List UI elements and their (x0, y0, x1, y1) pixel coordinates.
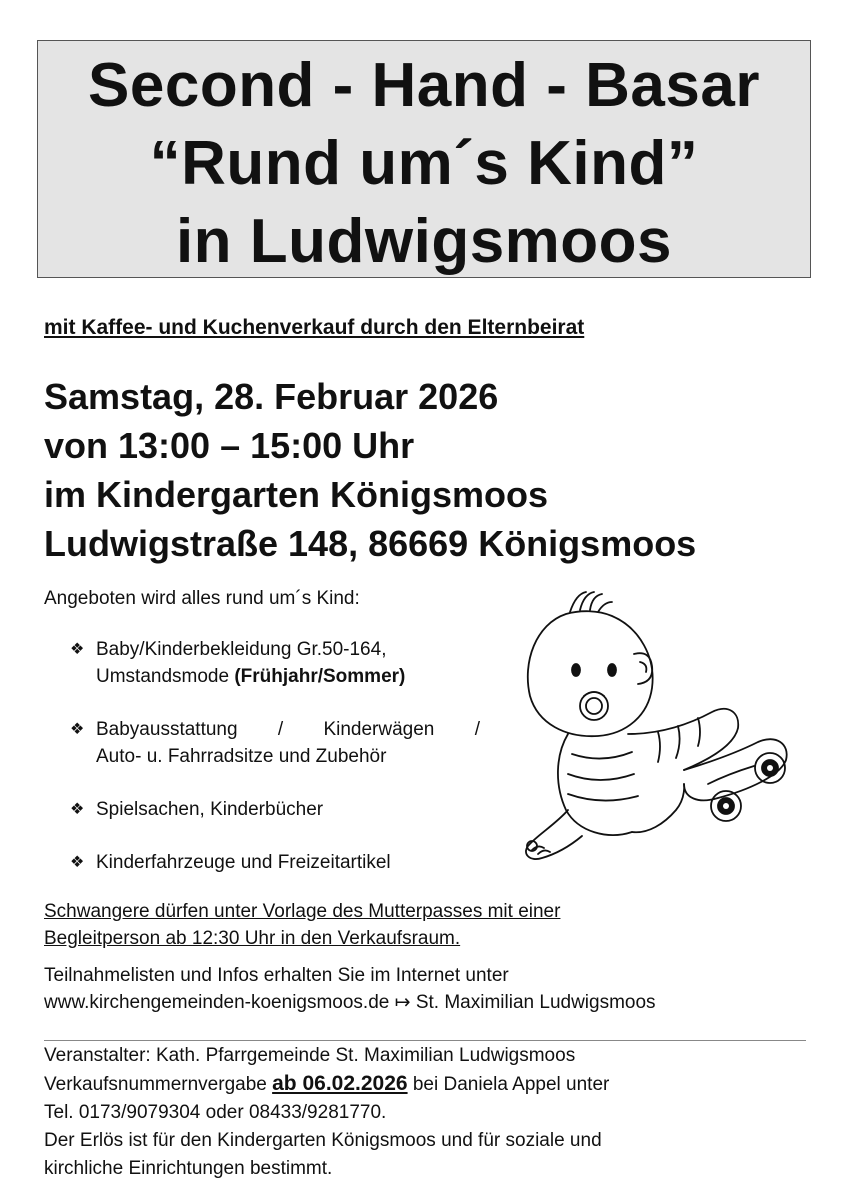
bullet-icon: ❖ (70, 721, 85, 738)
bullet-icon: ❖ (70, 801, 85, 818)
footer-phone: Tel. 0173/9079304 oder 08433/9281770. (44, 1102, 387, 1123)
pregnant-note (44, 898, 560, 952)
info-url-link[interactable]: www.kirchengemeinden-koenigsmoos.de (44, 992, 390, 1013)
info-target: St. Maximilian Ludwigsmoos (415, 992, 656, 1013)
offer-equipment-word-4: / (474, 719, 480, 740)
info-block (44, 962, 656, 1016)
footer-numbers-date: ab 06.02.2026 (272, 1072, 408, 1095)
bullet-icon: ❖ (70, 641, 85, 658)
offer-equipment-word-1: Babyausstattung (96, 719, 238, 740)
title-box (37, 40, 811, 278)
offer-clothing-season: (Frühjahr/Sommer) (234, 666, 406, 687)
offer-item-vehicles (70, 849, 480, 876)
maps-to-arrow-icon: ↦ (394, 992, 411, 1013)
footer-numbers-suffix: bei Daniela Appel unter (407, 1074, 610, 1095)
offer-clothing-line1: Baby/Kinderbekleidung Gr.50-164, (96, 639, 387, 660)
offer-equipment-line1 (96, 716, 480, 743)
offer-clothing-prefix: Umstandsmode (96, 666, 235, 687)
event-date: Samstag, 28. Februar 2026 (44, 376, 499, 417)
title-line-1: Second - Hand - Basar (88, 51, 760, 120)
footer-block (44, 1042, 609, 1183)
offer-item-equipment (70, 716, 480, 770)
offer-vehicles-text: Kinderfahrzeuge und Freizeitartikel (96, 852, 391, 873)
offers-intro: Angeboten wird alles rund um´s Kind: (44, 588, 360, 609)
offer-item-clothing (70, 636, 480, 690)
title-line-3: in Ludwigsmoos (175, 207, 673, 276)
info-line2 (44, 989, 656, 1016)
footer-numbers-prefix: Verkaufsnummernvergabe (44, 1074, 273, 1095)
crawling-baby-illustration (508, 584, 808, 874)
footer-proceeds-line2: kirchliche Einrichtungen bestimmt. (44, 1158, 333, 1179)
offer-toys-text: Spielsachen, Kinderbücher (96, 799, 324, 820)
info-line1: Teilnahmelisten und Infos erhalten Sie im Internet unter (44, 965, 509, 986)
title-line-2: “Rund um´s Kind” (149, 129, 699, 198)
pregnant-note-line1: Schwangere dürfen unter Vorlage des Mutterpasses mit einer (44, 901, 561, 922)
pregnant-note-line2: Begleitperson ab 12:30 Uhr in den Verkaufsraum. (44, 928, 461, 949)
offer-equipment-word-3: Kinderwägen (323, 719, 435, 740)
footer-organizer: Veranstalter: Kath. Pfarrgemeinde St. Maximilian Ludwigsmoos (44, 1045, 576, 1066)
bullet-icon: ❖ (70, 854, 85, 871)
offer-item-toys (70, 796, 480, 823)
footer-divider (44, 1040, 806, 1041)
footer-numbers (44, 1070, 609, 1099)
offer-equipment-word-2: / (277, 719, 284, 740)
offer-clothing-line2 (96, 663, 480, 690)
event-venue: im Kindergarten Königsmoos (44, 474, 549, 515)
cafe-subline: mit Kaffee- und Kuchenverkauf durch den Elternbeirat (44, 316, 585, 339)
event-address: Ludwigstraße 148, 86669 Königsmoos (44, 523, 697, 564)
event-time: von 13:00 – 15:00 Uhr (44, 425, 415, 466)
event-details (44, 372, 696, 568)
offers-list (70, 636, 480, 902)
offer-equipment-line2: Auto- u. Fahrradsitze und Zubehör (96, 746, 387, 767)
footer-proceeds-line1: Der Erlös ist für den Kindergarten Königsmoos und für soziale und (44, 1130, 602, 1151)
